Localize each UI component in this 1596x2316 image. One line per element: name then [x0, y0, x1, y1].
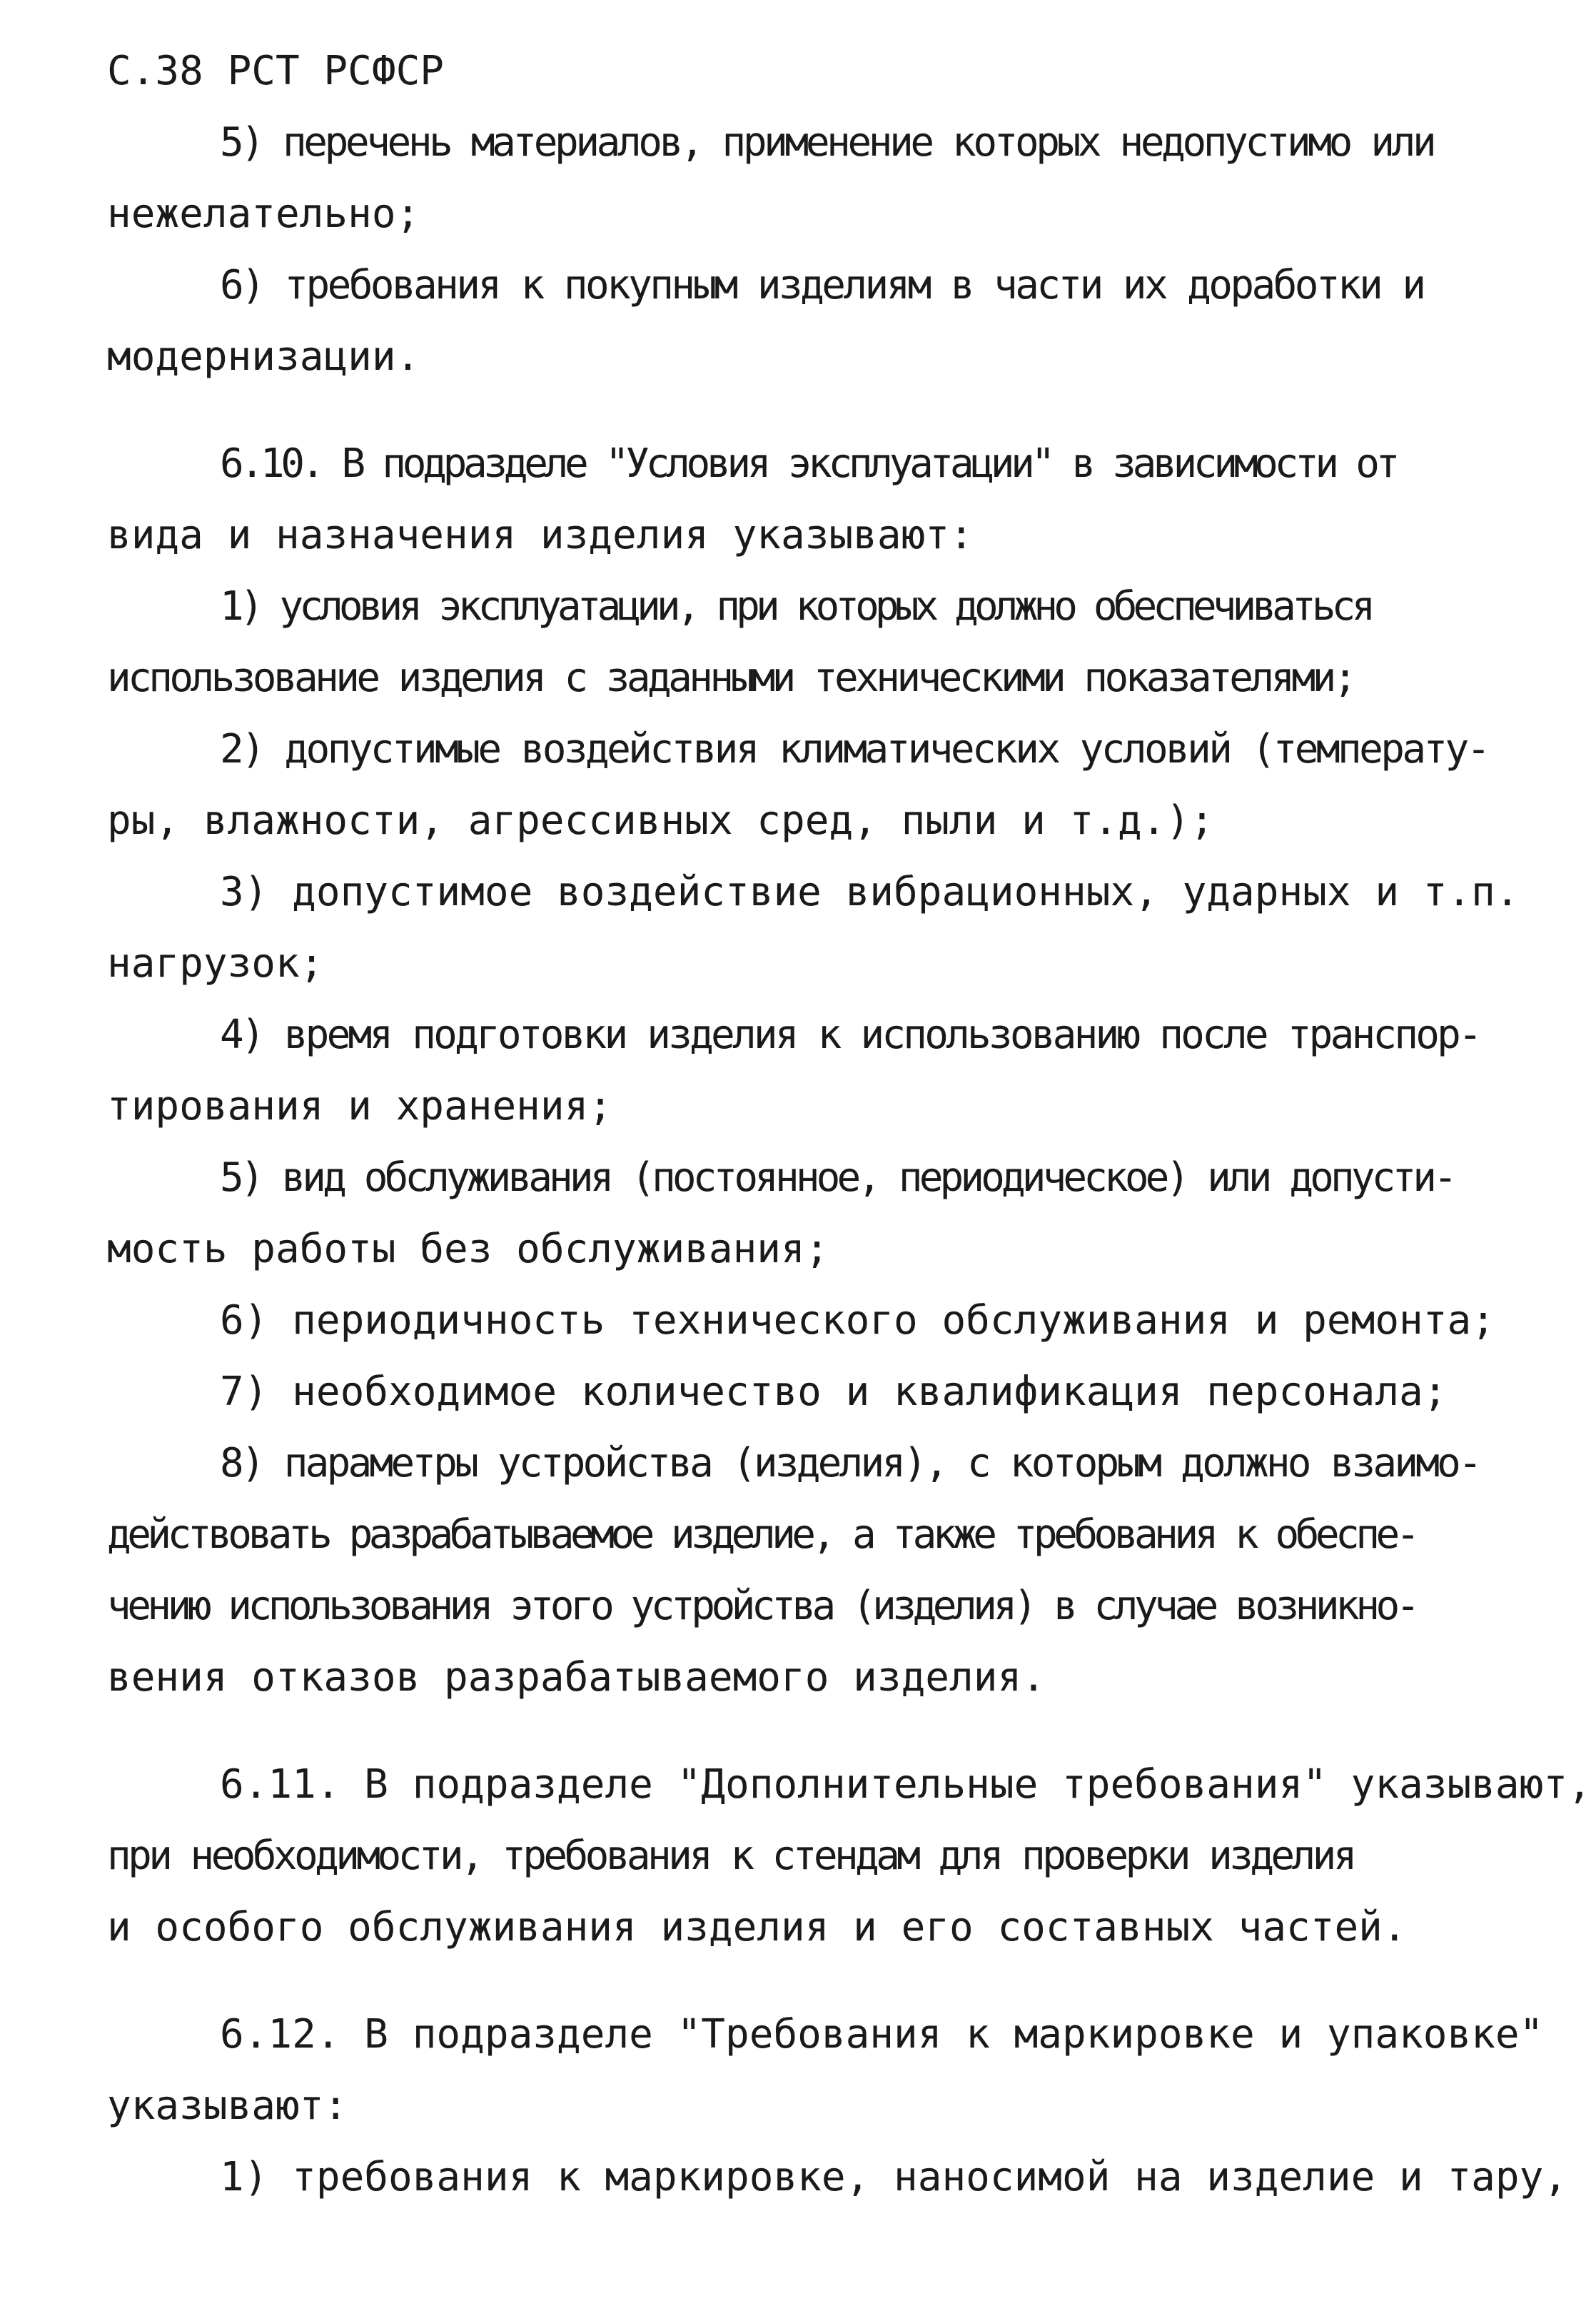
text-line: чению использования этого устройства (изделия) в случае возникно- [107, 1583, 1416, 1629]
text-line: 3) допустимое воздействие вибрационных, ударных и т.п. [220, 869, 1520, 915]
text-line: тирования и хранения; [107, 1083, 613, 1129]
text-line: 4) время подготовки изделия к использованию после транспор- [220, 1012, 1480, 1058]
text-line: 7) необходимое количество и квалификация персонала; [220, 1369, 1448, 1415]
text-line: 6.12. В подразделе "Требования к маркировке и упаковке" [220, 2011, 1544, 2058]
text-line: 1) условия эксплуатации, при которых должно обеспечиваться [220, 583, 1372, 630]
page-header: С.38 РСТ РСФСР [107, 48, 445, 94]
text-line: мость работы без обслуживания; [107, 1226, 829, 1272]
text-line: 6.10. В подразделе "Условия эксплуатации" в зависимости от [220, 440, 1397, 487]
text-line: и особого обслуживания изделия и его составных частей. [107, 1904, 1407, 1950]
text-line: 2) допустимые воздействия климатических условий (температу- [220, 726, 1488, 772]
text-line: нагрузок; [107, 940, 324, 987]
text-line: ры, влажности, агрессивных сред, пыли и т.д.); [107, 797, 1214, 844]
text-line: указывают: [107, 2083, 348, 2129]
text-line: 1) требования к маркировке, наносимой на изделие и тару, [220, 2154, 1568, 2200]
text-line: 5) вид обслуживания (постоянное, периодическое) или допусти- [220, 1154, 1454, 1201]
text-line: 5) перечень материалов, применение которых недопустимо или [220, 119, 1434, 166]
text-line: 6.11. В подразделе "Дополнительные требования" указывают, [220, 1761, 1592, 1808]
text-line: 8) параметры устройства (изделия), с которым должно взаимо- [220, 1440, 1480, 1486]
text-line: при необходимости, требования к стендам для проверки изделия [107, 1833, 1354, 1879]
text-line: 6) периодичность технического обслуживания и ремонта; [220, 1297, 1495, 1344]
text-line: модернизации. [107, 333, 420, 380]
text-line: нежелательно; [107, 191, 420, 237]
text-line: использование изделия с заданными техническими показателями; [107, 655, 1354, 701]
text-line: вида и назначения изделия указывают: [107, 512, 974, 558]
text-line: вения отказов разрабатываемого изделия. [107, 1654, 1046, 1701]
text-line: действовать разрабатываемое изделие, а также требования к обеспе- [107, 1511, 1416, 1558]
text-line: 6) требования к покупным изделиям в части их доработки и [220, 262, 1424, 308]
